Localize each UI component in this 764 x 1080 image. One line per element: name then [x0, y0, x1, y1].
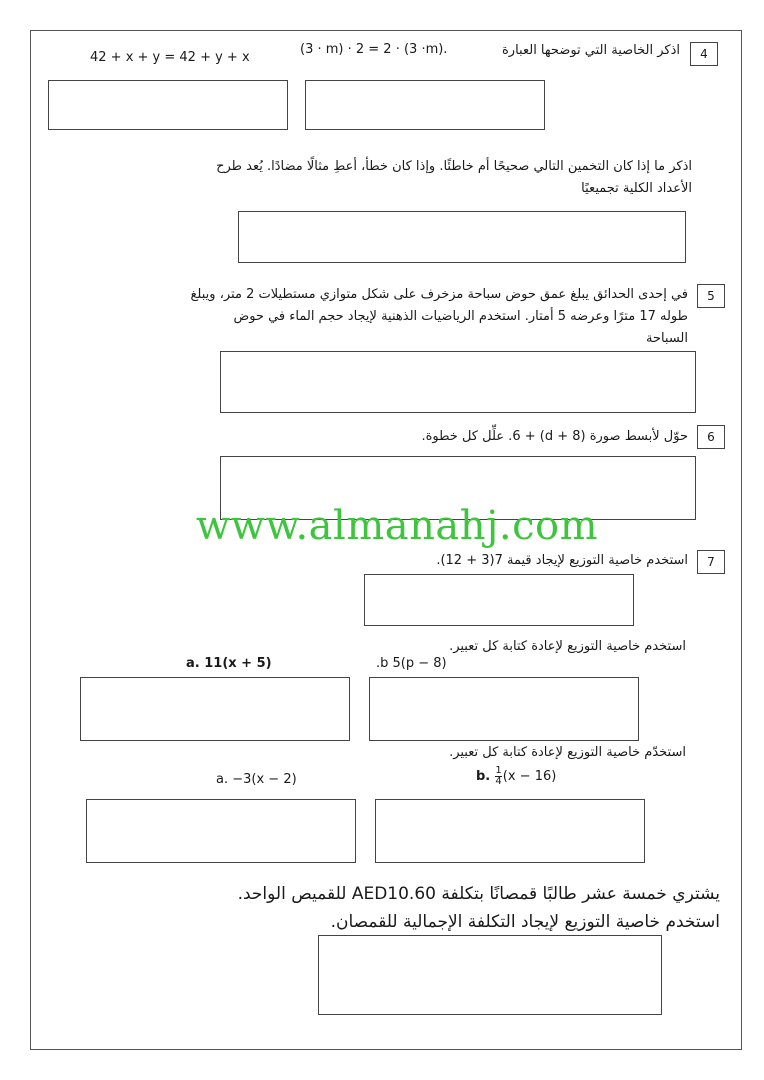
answer-box-q7-rewrite2-a[interactable]	[86, 799, 356, 863]
q4-expression-1: (3 · m) · 2 = 2 · (3 ·m).	[300, 42, 448, 57]
q6-text: حوّل لأبسط صورة (d + 8) + 6. علِّل كل خطوة.	[421, 429, 688, 444]
answer-box-q7-rewrite1-a[interactable]	[80, 677, 350, 741]
q7-rewrite2-a: a. −3(x − 2)	[216, 772, 297, 787]
q7-rewrite-instruction-2: استخدّم خاصية التوزيع لإعادة كتابة كل تعبير.	[449, 745, 686, 760]
q4-expression-2: 42 + x + y = 42 + y + x	[90, 50, 250, 65]
q4-prompt: اذكر الخاصية التي توضحها العبارة	[501, 43, 680, 58]
q7-shirts-line-1: يشتري خمسة عشر طالبًا قمصانًا بتكلفة AED10.60 للقميص الواحد.	[237, 884, 720, 904]
q7-rewrite1-a: a. 11(x + 5)	[186, 656, 272, 671]
answer-box-q4-expr2[interactable]	[48, 80, 288, 130]
question-number-4: 4	[690, 42, 718, 66]
q7-rewrite1-b: .b 5(p − 8)	[376, 656, 447, 671]
question-number-5: 5	[697, 284, 725, 308]
q7-rewrite2-b-expression: (x − 16)	[502, 769, 557, 784]
q5-text: في إحدى الحدائق يبلغ عمق حوض سباحة مزخرف على شكل متوازي مستطيلات 2 متر، ويبلغ طوله 17 مترًا وعرضه 5 أمتار. استخدم الرياضيات الذهنية لإيجاد حجم الماء في حوض السباحة	[190, 287, 688, 346]
answer-box-q7-rewrite1-b[interactable]	[369, 677, 639, 741]
answer-box-q7-rewrite2-b[interactable]	[375, 799, 645, 863]
answer-box-q4-conjecture[interactable]	[238, 211, 686, 263]
fraction-denominator: 4	[495, 776, 502, 787]
q7-rewrite2-b	[476, 766, 556, 787]
fraction-numerator: 1	[495, 765, 502, 776]
q7-rewrite2-b-label: b.	[476, 769, 491, 784]
answer-box-q7-shirts[interactable]	[318, 935, 662, 1015]
answer-box-q7[interactable]	[364, 574, 634, 626]
answer-box-q4-expr1[interactable]	[305, 80, 545, 130]
q4-conjecture: اذكر ما إذا كان التخمين التالي صحيحًا أم خاطئًا. وإذا كان خطأ، أعطِ مثالًا مضادًا. يُعد طرح الأعداد الكلية تجميعيًا	[216, 159, 692, 196]
question-number-7: 7	[697, 550, 725, 574]
fraction-one-quarter	[495, 766, 501, 787]
q7-text: استخدم خاصية التوزيع لإيجاد قيمة 7(3 + 12).	[436, 553, 688, 568]
answer-box-q5[interactable]	[220, 351, 696, 413]
q7-rewrite-instruction-1: استخدم خاصية التوزيع لإعادة كتابة كل تعبير.	[449, 639, 686, 654]
question-number-6: 6	[697, 425, 725, 449]
q7-shirts-line-2: استخدم خاصية التوزيع لإيجاد التكلفة الإجمالية للقمصان.	[330, 912, 720, 932]
watermark: www.almanahj.com	[196, 503, 599, 549]
